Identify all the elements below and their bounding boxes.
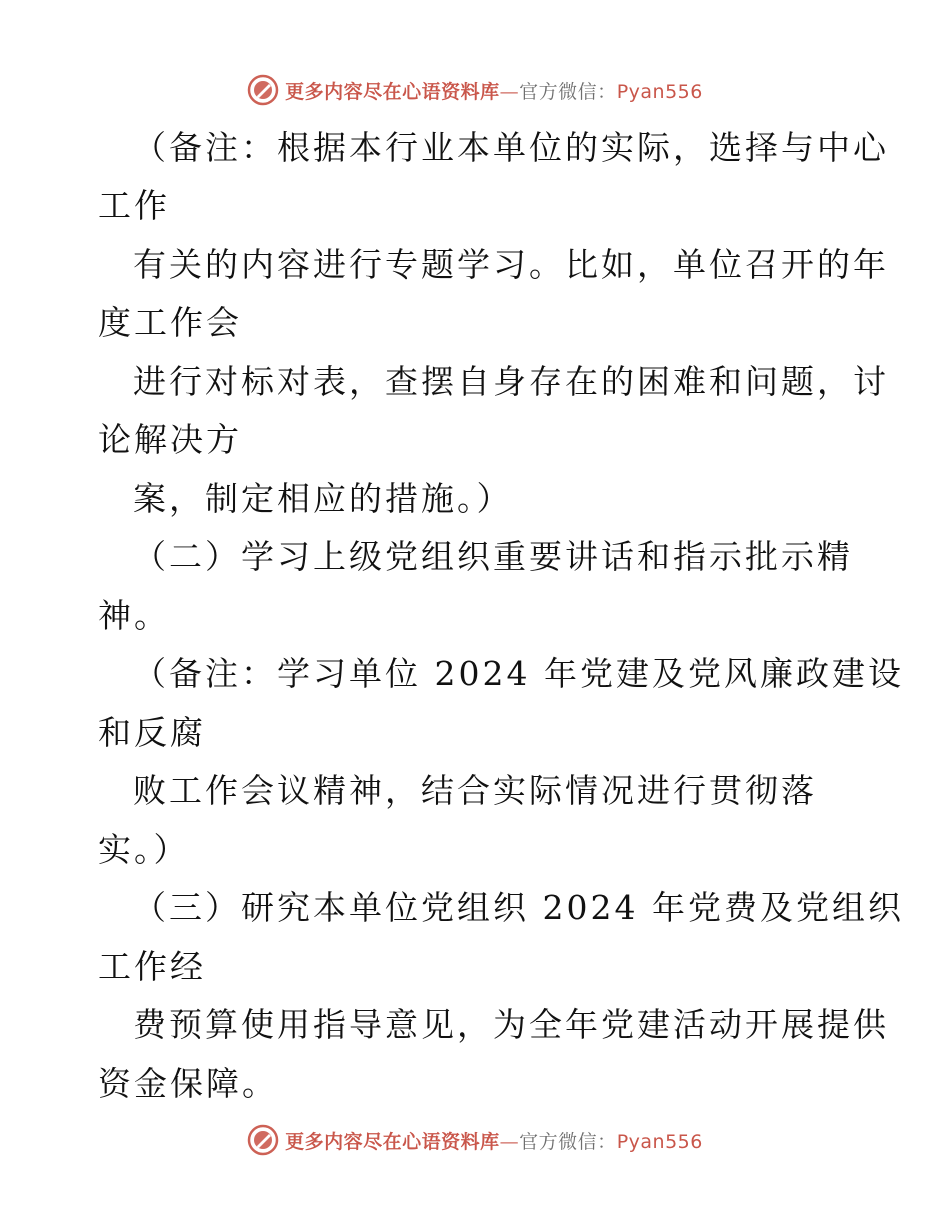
body-line: （备注：根据本行业本单位的实际，选择与中心 (133, 128, 889, 167)
body-line: 和反腐 (98, 713, 206, 752)
watermark-wechat-id: Pyan556 (616, 1130, 703, 1153)
watermark-wechat-label: 官方微信： (519, 80, 617, 103)
body-line: 费预算使用指导意见，为全年党建活动开展提供 (133, 1005, 889, 1044)
section-heading: （二）学习上级党组织重要讲话和指示批示精 (133, 537, 853, 576)
body-line: 实。） (98, 830, 190, 869)
body-line: （备注：学习单位 2024 年党建及党风廉政建设 (133, 654, 904, 693)
watermark-wechat-id: Pyan556 (616, 80, 703, 103)
pen-logo-icon (247, 74, 279, 106)
body-line: 有关的内容进行专题学习。比如，单位召开的年 (133, 245, 889, 284)
body-line: 度工作会 (98, 303, 242, 342)
watermark-text: 更多内容尽在心语资料库 (285, 80, 500, 103)
footer-watermark (0, 1120, 950, 1160)
body-line: 工作经 (98, 947, 206, 986)
body-line: 进行对标对表，查摆自身存在的困难和问题，讨 (133, 362, 889, 401)
watermark-wechat-label: 官方微信： (519, 1130, 617, 1153)
watermark-dash: — (499, 80, 520, 103)
body-line: 败工作会议精神，结合实际情况进行贯彻落 (133, 771, 817, 810)
section-heading: （三）研究本单位党组织 2024 年党费及党组织 (133, 888, 904, 927)
pen-logo-icon (247, 1124, 279, 1156)
body-line: 论解决方 (98, 420, 242, 459)
body-line: 资金保障。 (98, 1064, 278, 1103)
header-watermark (0, 70, 950, 110)
body-line: 工作 (98, 186, 170, 225)
watermark-dash: — (499, 1130, 520, 1153)
watermark-text: 更多内容尽在心语资料库 (285, 1130, 500, 1153)
body-line: 神。 (98, 596, 170, 635)
body-line: 案，制定相应的措施。） (133, 479, 513, 518)
